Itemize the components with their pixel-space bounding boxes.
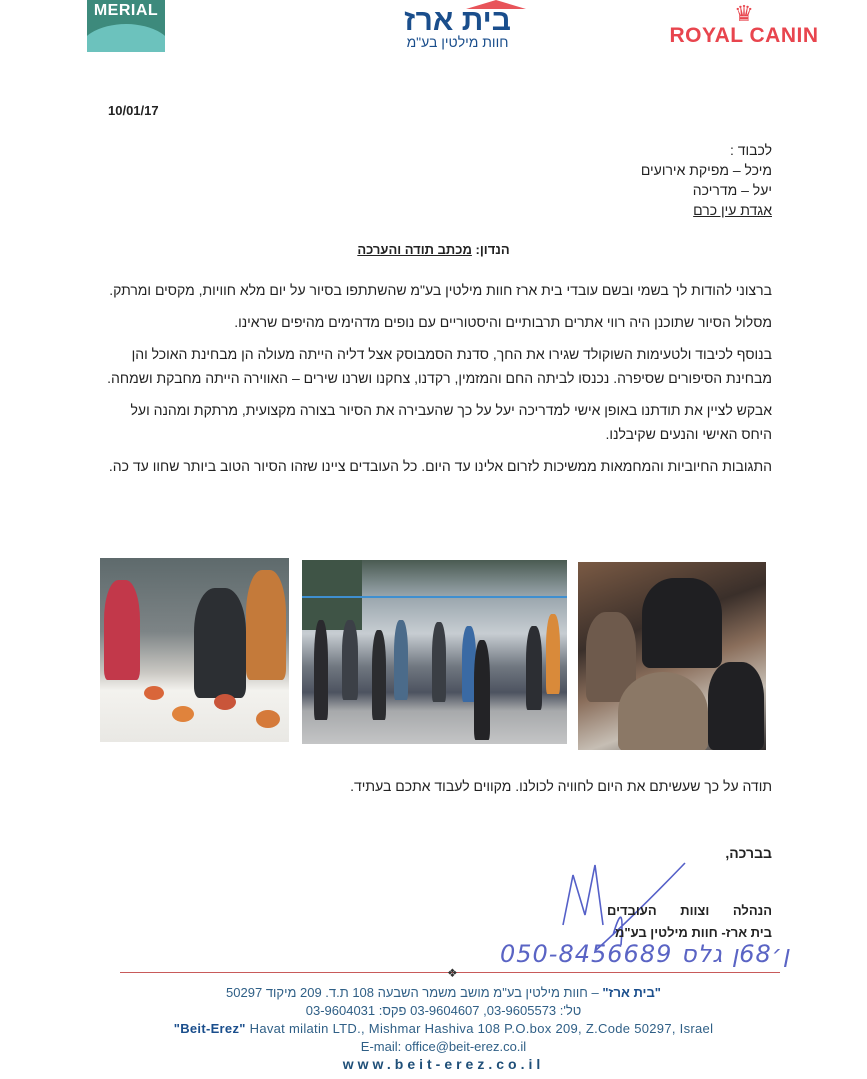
body-paragraph: התגובות החיוביות והמחמאות ממשיכות לזרום אלינו עד היום. כל העובדים ציינו שזהו הסיור הטוב ביותר שחוו עד כה.	[108, 458, 772, 474]
photo-indoor-gathering	[578, 562, 766, 750]
person-figure	[708, 662, 764, 750]
crown-icon: ♛	[734, 1, 754, 26]
person-figure	[432, 622, 446, 702]
regards: בברכה,	[725, 845, 772, 861]
footer-website[interactable]: www.beit-erez.co.il	[342, 1056, 545, 1072]
person-figure	[618, 672, 708, 750]
merial-logo	[87, 0, 165, 52]
subject-label: הנדון:	[475, 242, 510, 257]
person-figure	[394, 620, 408, 700]
person-figure	[546, 614, 560, 694]
merial-logo-arc	[87, 24, 165, 52]
royal-canin-logo	[655, 1, 833, 52]
photo-group-street	[302, 560, 567, 744]
person-figure	[246, 570, 286, 680]
addressee-organization: אגדת עין כרם	[693, 202, 772, 218]
fence-rail	[302, 596, 567, 598]
handwritten-note: 050-8456689 ן׳68ן גלס	[500, 940, 791, 968]
footer-email[interactable]: E-mail: office@beit-erez.co.il	[360, 1039, 527, 1054]
body-paragraph: אבקש לציין את תודתנו באופן אישי למדריכה יעל על כך שהעבירה את הסיור בצורה מקצועית, מרתקת ומהנה ועל היחס האישי והנעים שקיבלנו.	[130, 402, 772, 442]
salutation: לכבוד :	[729, 142, 772, 158]
footer-hebrew-address	[100, 985, 787, 1000]
plate	[256, 710, 280, 728]
signature-line-2: בית ארז- חוות מילטין בע"מ	[614, 925, 772, 940]
letter-body	[100, 278, 772, 486]
body-paragraph: בנוסף לכיבוד ולטעימות השוקולד שגירו את החך, סדנת הסמבוסק אצל דליה הייתה מעולה הן מבחינת האוכל והן מבחינת הסיפורים שסיפרה. נכנסו לביתה החם והמזמין, רקדנו, צחקנו ושרנו שירים – האווירה הייתה מחבקת ושמחה.	[107, 346, 772, 386]
letter-date: 10/01/17	[108, 103, 159, 118]
diamond-ornament-icon: ❖	[447, 966, 458, 980]
footer-english-address	[90, 1021, 797, 1036]
person-figure	[642, 578, 722, 668]
person-figure	[526, 626, 542, 710]
person-figure	[342, 620, 358, 700]
footer-brand-hebrew: "בית ארז"	[602, 985, 661, 1000]
plate	[214, 694, 236, 710]
addressee-line: מיכל – מפיקת אירועים	[640, 162, 772, 178]
footer-address-english: Havat milatin LTD., Mishmar Hashiva 108 P.O.box 209, Z.Code 50297, Israel	[245, 1021, 714, 1036]
person-figure	[474, 640, 490, 740]
footer-address-hebrew: – חוות מילטין בע"מ מושב משמר השבעה 108 ת.ד. 209 מיקוד 50297	[226, 985, 603, 1000]
plate	[144, 686, 164, 700]
plate	[172, 706, 194, 722]
closing-line: תודה על כך שעשיתם את היום לחוויה לכולנו. מקווים לעבוד אתכם בעתיד.	[350, 778, 772, 794]
tree	[302, 560, 362, 630]
addressee-block	[641, 140, 772, 220]
beit-erez-logo-name: בית ארז	[404, 4, 511, 37]
beit-erez-logo	[380, 0, 535, 52]
footer-brand-english: "Beit-Erez"	[173, 1021, 246, 1036]
person-figure	[194, 588, 246, 698]
body-paragraph: מסלול הסיור שתוכנן היה רווי אתרים תרבותיים והיסטוריים עם נופים מדהימים מהיפים שראינו.	[234, 314, 772, 330]
royal-canin-logo-text: ROYAL CANIN	[669, 24, 819, 47]
person-figure	[314, 620, 328, 720]
photo-food-table	[100, 558, 289, 742]
person-figure	[104, 580, 140, 680]
subject-line	[100, 242, 767, 257]
footer-phone: טל': 03-9605573, 03-9604607 פקס: 03-9604031	[305, 1003, 582, 1018]
signature-line-1: הנהלה וצוות העובדים	[606, 903, 772, 918]
body-paragraph: ברצוני להודות לך בשמי ובשם עובדי בית ארז חוות מילטין בע"מ שהשתתפו בסיור על יום מלא חוויות, מקסים ומרתק.	[109, 282, 772, 298]
beit-erez-logo-subtitle: חוות מילטין בע"מ	[406, 34, 509, 50]
person-figure	[372, 630, 386, 720]
addressee-line: יעל – מדריכה	[692, 182, 772, 198]
subject-title: מכתב תודה והערכה	[357, 242, 472, 257]
photo-strip	[100, 558, 768, 753]
merial-logo-text: MERIAL	[93, 2, 159, 19]
